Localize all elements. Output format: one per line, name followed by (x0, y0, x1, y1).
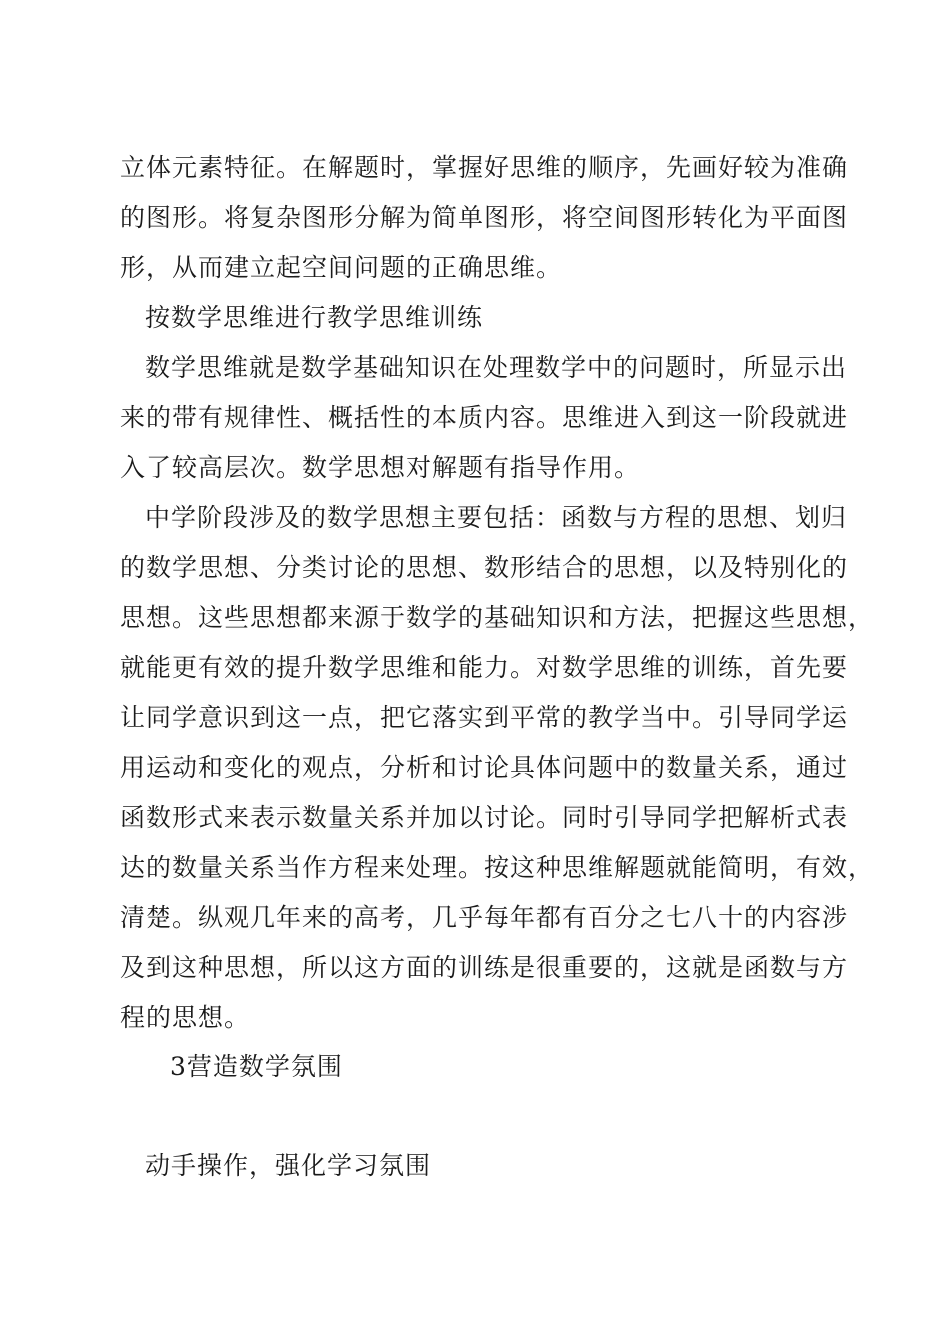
text-line: 就能更有效的提升数学思维和能力。对数学思维的训练，首先要 (120, 653, 849, 682)
text-line: 的图形。将复杂图形分解为简单图形，将空间图形转化为平面图 (120, 203, 849, 232)
text-line: 中学阶段涉及的数学思想主要包括：函数与方程的思想、划归 (145, 503, 848, 532)
text-line: 清楚。纵观几年来的高考，几乎每年都有百分之七八十的内容涉 (120, 903, 849, 932)
text-line: 函数形式来表示数量关系并加以讨论。同时引导同学把解析式表 (120, 803, 849, 832)
text-line: 让同学意识到这一点，把它落实到平常的教学当中。引导同学运 (120, 703, 849, 732)
text-line: 的数学思想、分类讨论的思想、数形结合的思想，以及特别化的 (120, 553, 849, 582)
text-line: 数学思维就是数学基础知识在处理数学中的问题时，所显示出 (145, 353, 848, 382)
section-heading: 按数学思维进行教学思维训练 (145, 303, 484, 332)
text-line: 立体元素特征。在解题时，掌握好思维的顺序，先画好较为准确 (120, 153, 849, 182)
text-line: 及到这种思想，所以这方面的训练是很重要的，这就是函数与方 (120, 953, 849, 982)
section-heading: 3营造数学氛围 (170, 1052, 343, 1081)
text-line: 入了较高层次。数学思想对解题有指导作用。 (120, 453, 641, 482)
text-line: 形，从而建立起空间问题的正确思维。 (120, 253, 563, 282)
text-line: 来的带有规律性、概括性的本质内容。思维进入到这一阶段就进 (120, 403, 849, 432)
text-line: 程的思想。 (120, 1003, 251, 1032)
text-line: 用运动和变化的观点，分析和讨论具体问题中的数量关系，通过 (120, 753, 849, 782)
text-line: 达的数量关系当作方程来处理。按这种思维解题就能简明，有效， (120, 853, 875, 882)
text-line: 思想。这些思想都来源于数学的基础知识和方法，把握这些思想， (120, 603, 875, 632)
section-heading: 动手操作，强化学习氛围 (145, 1151, 432, 1180)
